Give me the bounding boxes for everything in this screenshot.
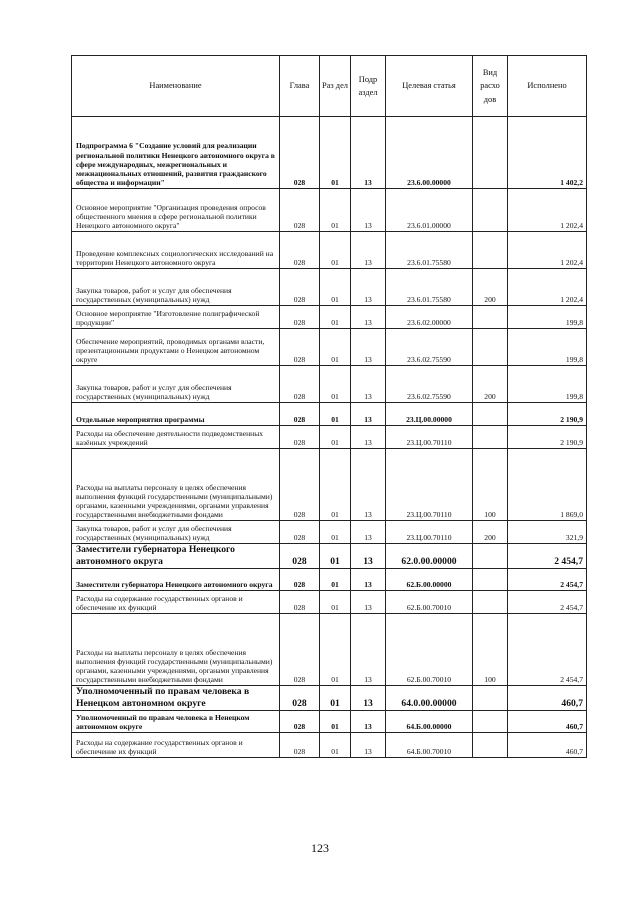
row-expense-type bbox=[473, 232, 508, 269]
table-row bbox=[72, 521, 587, 544]
row-expense-type bbox=[473, 426, 508, 449]
row-expense-type bbox=[473, 569, 508, 591]
row-name: Заместители губернатора Ненецкого автономного округа bbox=[72, 569, 280, 591]
row-name: Расходы на выплаты персоналу в целях обеспечения выполнения функций государственными (муниципальными) органами, казенными учреждениями, органами управления государственными внебюджетными фондами bbox=[72, 449, 280, 521]
row-amount: 1 202,4 bbox=[508, 269, 587, 306]
row-glava: 028 bbox=[280, 232, 320, 269]
row-razdel: 01 bbox=[320, 329, 351, 366]
row-razdel: 01 bbox=[320, 711, 351, 733]
table-row bbox=[72, 733, 587, 758]
row-name: Уполномоченный по правам человека в Ненецком автономном округе bbox=[72, 711, 280, 733]
row-target-article: 23.6.02.00000 bbox=[386, 306, 473, 329]
row-glava: 028 bbox=[280, 521, 320, 544]
row-amount: 2 454,7 bbox=[508, 569, 587, 591]
row-podrazdel: 13 bbox=[351, 189, 386, 232]
row-glava: 028 bbox=[280, 269, 320, 306]
row-expense-type bbox=[473, 403, 508, 426]
row-razdel: 01 bbox=[320, 269, 351, 306]
row-name: Уполномоченный по правам человека в Ненецком автономном округе bbox=[72, 686, 280, 711]
row-podrazdel: 13 bbox=[351, 403, 386, 426]
row-glava: 028 bbox=[280, 189, 320, 232]
row-target-article: 64.Б.00.70010 bbox=[386, 733, 473, 758]
row-name: Расходы на выплаты персоналу в целях обеспечения выполнения функций государственными (муниципальными) органами, казенными учреждениями, органами управления государственными внебюджетными фондами bbox=[72, 614, 280, 686]
row-target-article: 23.6.01.75580 bbox=[386, 269, 473, 306]
row-amount: 2 190,9 bbox=[508, 426, 587, 449]
row-podrazdel: 13 bbox=[351, 614, 386, 686]
header-name: Наименование bbox=[72, 56, 280, 117]
row-amount: 460,7 bbox=[508, 686, 587, 711]
row-target-article: 62.Б.00.00000 bbox=[386, 569, 473, 591]
row-name: Закупка товаров, работ и услуг для обеспечения государственных (муниципальных) нужд bbox=[72, 269, 280, 306]
row-expense-type: 100 bbox=[473, 614, 508, 686]
row-amount: 1 402,2 bbox=[508, 117, 587, 189]
row-podrazdel: 13 bbox=[351, 366, 386, 403]
row-target-article: 23.Ц.00.70110 bbox=[386, 521, 473, 544]
row-expense-type: 200 bbox=[473, 521, 508, 544]
table-row bbox=[72, 269, 587, 306]
row-expense-type: 100 bbox=[473, 449, 508, 521]
table-row bbox=[72, 569, 587, 591]
header-podrazdel: Подр аздел bbox=[351, 56, 386, 117]
header-target-article: Целевая статья bbox=[386, 56, 473, 117]
header-razdel: Раз дел bbox=[320, 56, 351, 117]
row-target-article: 64.0.00.00000 bbox=[386, 686, 473, 711]
row-glava: 028 bbox=[280, 711, 320, 733]
row-glava: 028 bbox=[280, 733, 320, 758]
row-name: Заместители губернатора Ненецкого автономного округа bbox=[72, 544, 280, 569]
row-amount: 2 454,7 bbox=[508, 614, 587, 686]
row-podrazdel: 13 bbox=[351, 269, 386, 306]
table-row bbox=[72, 711, 587, 733]
row-amount: 1 869,0 bbox=[508, 449, 587, 521]
row-target-article: 23.6.02.75590 bbox=[386, 366, 473, 403]
table-row bbox=[72, 306, 587, 329]
row-amount: 199,8 bbox=[508, 329, 587, 366]
row-podrazdel: 13 bbox=[351, 117, 386, 189]
table-row bbox=[72, 329, 587, 366]
row-glava: 028 bbox=[280, 403, 320, 426]
row-target-article: 64.Б.00.00000 bbox=[386, 711, 473, 733]
table-row bbox=[72, 232, 587, 269]
row-podrazdel: 13 bbox=[351, 711, 386, 733]
row-expense-type bbox=[473, 306, 508, 329]
row-expense-type: 200 bbox=[473, 269, 508, 306]
header-expense-type: Вид расхо дов bbox=[473, 56, 508, 117]
header-glava: Глава bbox=[280, 56, 320, 117]
row-glava: 028 bbox=[280, 306, 320, 329]
row-name: Проведение комплексных социологических исследований на территории Ненецкого автономного округа bbox=[72, 232, 280, 269]
row-razdel: 01 bbox=[320, 189, 351, 232]
table-body bbox=[72, 117, 587, 758]
row-podrazdel: 13 bbox=[351, 591, 386, 614]
row-glava: 028 bbox=[280, 614, 320, 686]
row-expense-type: 200 bbox=[473, 366, 508, 403]
row-expense-type bbox=[473, 733, 508, 758]
row-razdel: 01 bbox=[320, 614, 351, 686]
row-podrazdel: 13 bbox=[351, 521, 386, 544]
row-amount: 460,7 bbox=[508, 711, 587, 733]
row-razdel: 01 bbox=[320, 426, 351, 449]
row-podrazdel: 13 bbox=[351, 686, 386, 711]
row-razdel: 01 bbox=[320, 544, 351, 569]
row-glava: 028 bbox=[280, 686, 320, 711]
row-name: Закупка товаров, работ и услуг для обеспечения государственных (муниципальных) нужд bbox=[72, 521, 280, 544]
row-glava: 028 bbox=[280, 117, 320, 189]
row-razdel: 01 bbox=[320, 306, 351, 329]
row-razdel: 01 bbox=[320, 117, 351, 189]
table-row bbox=[72, 366, 587, 403]
row-name: Отдельные мероприятия программы bbox=[72, 403, 280, 426]
table-row bbox=[72, 544, 587, 569]
row-name: Расходы на обеспечение деятельности подведомственных казённых учреждений bbox=[72, 426, 280, 449]
row-target-article: 23.6.01.75580 bbox=[386, 232, 473, 269]
table-row bbox=[72, 614, 587, 686]
table-row bbox=[72, 189, 587, 232]
row-name: Расходы на содержание государственных органов и обеспечение их функций bbox=[72, 591, 280, 614]
row-target-article: 23.6.01.00000 bbox=[386, 189, 473, 232]
table-row bbox=[72, 591, 587, 614]
table-row bbox=[72, 426, 587, 449]
row-name: Основное мероприятие "Организация проведения опросов общественного мнения в сфере региональной политики Ненецкого автономного округа" bbox=[72, 189, 280, 232]
row-target-article: 23.Ц.00.70110 bbox=[386, 449, 473, 521]
row-podrazdel: 13 bbox=[351, 544, 386, 569]
row-amount: 1 202,4 bbox=[508, 189, 587, 232]
row-amount: 199,8 bbox=[508, 366, 587, 403]
table-row bbox=[72, 686, 587, 711]
row-expense-type bbox=[473, 711, 508, 733]
row-razdel: 01 bbox=[320, 232, 351, 269]
row-target-article: 62.Б.00.70010 bbox=[386, 591, 473, 614]
row-glava: 028 bbox=[280, 591, 320, 614]
row-name: Основное мероприятие "Изготовление полиграфической продукции" bbox=[72, 306, 280, 329]
row-name: Закупка товаров, работ и услуг для обеспечения государственных (муниципальных) нужд bbox=[72, 366, 280, 403]
row-expense-type bbox=[473, 686, 508, 711]
row-target-article: 23.Ц.00.70110 bbox=[386, 426, 473, 449]
row-glava: 028 bbox=[280, 569, 320, 591]
row-razdel: 01 bbox=[320, 686, 351, 711]
row-razdel: 01 bbox=[320, 449, 351, 521]
row-expense-type bbox=[473, 189, 508, 232]
page-number: 123 bbox=[311, 841, 329, 855]
row-amount: 460,7 bbox=[508, 733, 587, 758]
row-podrazdel: 13 bbox=[351, 569, 386, 591]
table-row bbox=[72, 117, 587, 189]
row-name: Обеспечение мероприятий, проводимых органами власти, презентационными продуктами о Ненецком автономном округе bbox=[72, 329, 280, 366]
row-amount: 2 454,7 bbox=[508, 544, 587, 569]
row-target-article: 62.0.00.00000 bbox=[386, 544, 473, 569]
row-amount: 2 454,7 bbox=[508, 591, 587, 614]
row-glava: 028 bbox=[280, 544, 320, 569]
row-name: Подпрограмма 6 "Создание условий для реализации региональной политики Ненецкого автономного округа в сфере международных, межрегиональных и межнациональных отношений, развития гражданского общества и информации" bbox=[72, 117, 280, 189]
row-razdel: 01 bbox=[320, 366, 351, 403]
row-razdel: 01 bbox=[320, 521, 351, 544]
row-razdel: 01 bbox=[320, 733, 351, 758]
row-amount: 2 190,9 bbox=[508, 403, 587, 426]
row-podrazdel: 13 bbox=[351, 426, 386, 449]
header-executed: Исполнено bbox=[508, 56, 587, 117]
row-podrazdel: 13 bbox=[351, 733, 386, 758]
row-target-article: 23.6.00.00000 bbox=[386, 117, 473, 189]
row-target-article: 23.Ц.00.00000 bbox=[386, 403, 473, 426]
row-amount: 321,9 bbox=[508, 521, 587, 544]
row-glava: 028 bbox=[280, 426, 320, 449]
row-name: Расходы на содержание государственных органов и обеспечение их функций bbox=[72, 733, 280, 758]
row-expense-type bbox=[473, 329, 508, 366]
row-amount: 199,8 bbox=[508, 306, 587, 329]
row-glava: 028 bbox=[280, 329, 320, 366]
table-header-row bbox=[72, 56, 587, 117]
row-target-article: 23.6.02.75590 bbox=[386, 329, 473, 366]
row-podrazdel: 13 bbox=[351, 449, 386, 521]
row-podrazdel: 13 bbox=[351, 329, 386, 366]
row-razdel: 01 bbox=[320, 403, 351, 426]
row-podrazdel: 13 bbox=[351, 306, 386, 329]
row-expense-type bbox=[473, 117, 508, 189]
table-row bbox=[72, 403, 587, 426]
table-row bbox=[72, 449, 587, 521]
budget-table bbox=[71, 55, 587, 758]
row-razdel: 01 bbox=[320, 591, 351, 614]
row-expense-type bbox=[473, 544, 508, 569]
row-podrazdel: 13 bbox=[351, 232, 386, 269]
row-amount: 1 202,4 bbox=[508, 232, 587, 269]
row-glava: 028 bbox=[280, 366, 320, 403]
row-razdel: 01 bbox=[320, 569, 351, 591]
row-expense-type bbox=[473, 591, 508, 614]
row-target-article: 62.Б.00.70010 bbox=[386, 614, 473, 686]
row-glava: 028 bbox=[280, 449, 320, 521]
